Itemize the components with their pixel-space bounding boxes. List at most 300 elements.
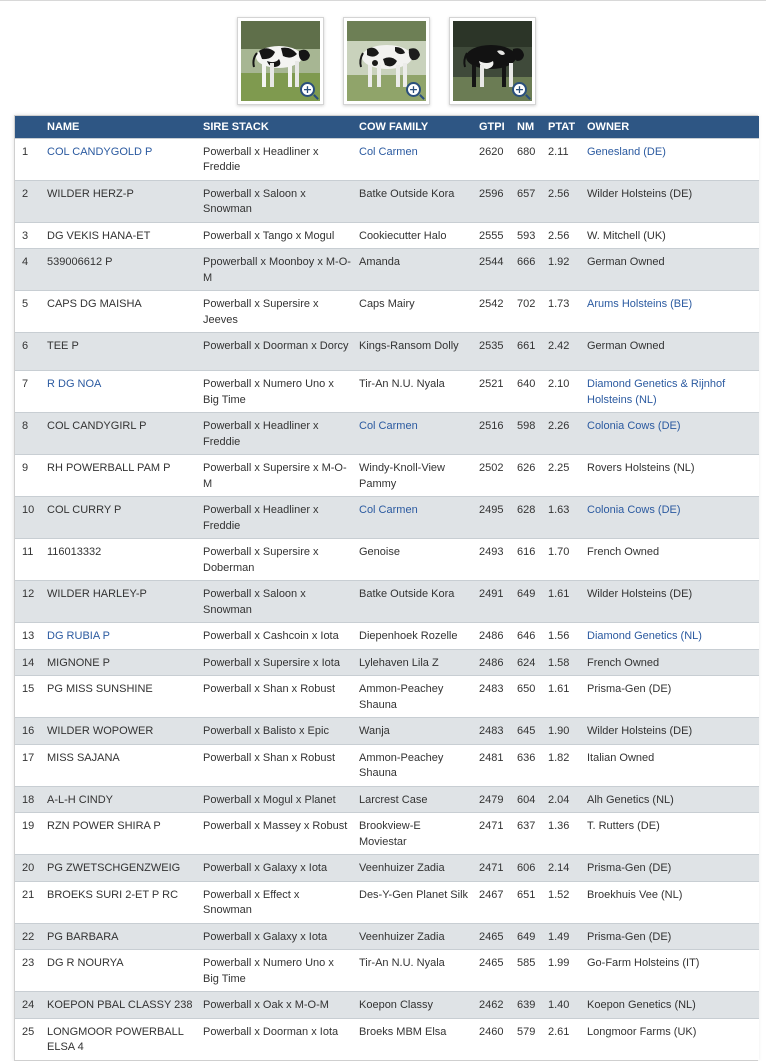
rank-cell bbox=[15, 138, 43, 180]
ptat-cell bbox=[544, 455, 583, 497]
owner-link[interactable]: Diamond Genetics (NL) bbox=[587, 630, 702, 642]
cow-name-cell bbox=[43, 623, 199, 650]
gtpi-text: 2486 bbox=[479, 656, 504, 669]
photo-gallery bbox=[0, 17, 766, 107]
cow-name-text: WILDER HARLEY-P bbox=[47, 588, 147, 600]
ptat-text: 1.99 bbox=[548, 957, 570, 969]
nm-text: 649 bbox=[517, 588, 536, 600]
table-row bbox=[15, 222, 759, 249]
ptat-cell bbox=[544, 180, 583, 222]
table-row bbox=[15, 291, 759, 333]
ptat-cell bbox=[544, 950, 583, 992]
rank-text: 17 bbox=[22, 751, 35, 764]
gtpi-cell bbox=[475, 855, 513, 882]
sire-stack-cell bbox=[199, 881, 355, 923]
table-row bbox=[15, 855, 759, 882]
cow-photo-thumbnail-2[interactable] bbox=[343, 17, 430, 105]
owner-cell bbox=[583, 539, 759, 581]
table-row bbox=[15, 813, 759, 855]
cow-family-cell bbox=[355, 371, 475, 413]
sire-stack-cell bbox=[199, 413, 355, 455]
table-header-row bbox=[15, 116, 759, 138]
ptat-text: 2.61 bbox=[548, 1025, 570, 1038]
rank-cell bbox=[15, 923, 43, 950]
cow-family-cell bbox=[355, 786, 475, 813]
owner-text: Italian Owned bbox=[587, 751, 655, 764]
gtpi-text: 2620 bbox=[479, 145, 504, 158]
nm-text: 585 bbox=[517, 957, 536, 969]
gtpi-cell bbox=[475, 676, 513, 718]
sire-stack-cell bbox=[199, 333, 355, 371]
gtpi-cell bbox=[475, 138, 513, 180]
col-header-rank bbox=[15, 116, 43, 138]
nm-text: 616 bbox=[517, 546, 536, 558]
sire-stack-cell bbox=[199, 813, 355, 855]
sire-stack-cell bbox=[199, 539, 355, 581]
ptat-text: 1.90 bbox=[548, 725, 570, 737]
owner-cell bbox=[583, 786, 759, 813]
cow-name-cell bbox=[43, 950, 199, 992]
nm-cell bbox=[513, 881, 544, 923]
owner-text: Prisma-Gen (DE) bbox=[587, 683, 672, 695]
rank-text: 15 bbox=[22, 683, 35, 695]
zoom-plus-icon[interactable] bbox=[300, 82, 315, 97]
rank-text: 7 bbox=[22, 378, 29, 390]
sire-stack-cell bbox=[199, 950, 355, 992]
col-header-nm[interactable]: NM bbox=[513, 116, 544, 138]
gtpi-text: 2596 bbox=[479, 187, 504, 200]
nm-text: 666 bbox=[517, 256, 536, 268]
gtpi-cell bbox=[475, 813, 513, 855]
cow-family-link[interactable]: Col Carmen bbox=[359, 420, 418, 432]
gtpi-text: 2479 bbox=[479, 793, 504, 806]
table-row bbox=[15, 676, 759, 718]
cow-family-cell bbox=[355, 1018, 475, 1060]
ranking-table-container bbox=[14, 115, 758, 1061]
owner-cell bbox=[583, 718, 759, 745]
gtpi-cell bbox=[475, 881, 513, 923]
table-row bbox=[15, 950, 759, 992]
owner-cell bbox=[583, 855, 759, 882]
ptat-cell bbox=[544, 718, 583, 745]
nm-cell bbox=[513, 371, 544, 413]
nm-text: 579 bbox=[517, 1025, 536, 1038]
cow-name-cell bbox=[43, 718, 199, 745]
gtpi-cell bbox=[475, 539, 513, 581]
owner-link[interactable]: Colonia Cows (DE) bbox=[587, 420, 681, 432]
rank-cell bbox=[15, 786, 43, 813]
owner-text: German Owned bbox=[587, 256, 665, 268]
table-row bbox=[15, 249, 759, 291]
gtpi-text: 2467 bbox=[479, 888, 504, 901]
cow-family-text: Larcrest Case bbox=[359, 793, 428, 806]
table-row bbox=[15, 623, 759, 650]
gtpi-text: 2491 bbox=[479, 588, 504, 600]
table-row bbox=[15, 718, 759, 745]
cow-family-text: Broeks MBM Elsa bbox=[359, 1025, 447, 1038]
ptat-text: 1.52 bbox=[548, 888, 570, 901]
sire-stack-text: Powerball x Tango x Mogul bbox=[203, 229, 335, 242]
ptat-cell bbox=[544, 744, 583, 786]
rank-cell bbox=[15, 413, 43, 455]
gtpi-cell bbox=[475, 291, 513, 333]
owner-cell bbox=[583, 497, 759, 539]
cow-name-cell bbox=[43, 497, 199, 539]
cow-name-text: MIGNONE P bbox=[47, 656, 110, 669]
owner-cell bbox=[583, 813, 759, 855]
sire-stack-text: Powerball x Effect x Snowman bbox=[203, 888, 300, 916]
owner-text: Longmoor Farms (UK) bbox=[587, 1025, 697, 1038]
rank-text: 9 bbox=[22, 462, 29, 474]
cow-family-text: Brookview-E Moviestar bbox=[359, 820, 421, 848]
ptat-text: 1.49 bbox=[548, 930, 570, 943]
nm-cell bbox=[513, 676, 544, 718]
rank-text: 20 bbox=[22, 862, 35, 874]
rank-text: 6 bbox=[22, 340, 29, 352]
ptat-text: 1.56 bbox=[548, 630, 570, 642]
nm-cell bbox=[513, 744, 544, 786]
rank-text: 18 bbox=[22, 793, 35, 806]
sire-stack-text: Powerball x Saloon x Snowman bbox=[203, 588, 306, 616]
table-row bbox=[15, 371, 759, 413]
gtpi-cell bbox=[475, 718, 513, 745]
nm-cell bbox=[513, 291, 544, 333]
cow-family-text: Batke Outside Kora bbox=[359, 187, 455, 200]
gtpi-cell bbox=[475, 455, 513, 497]
owner-text: Prisma-Gen (DE) bbox=[587, 862, 672, 874]
rank-text: 8 bbox=[22, 420, 29, 432]
ptat-text: 1.58 bbox=[548, 656, 570, 669]
sire-stack-cell bbox=[199, 455, 355, 497]
cow-name-cell bbox=[43, 676, 199, 718]
cow-family-text: Tir-An N.U. Nyala bbox=[359, 378, 445, 390]
table-row bbox=[15, 786, 759, 813]
cow-name-cell bbox=[43, 923, 199, 950]
rank-text: 2 bbox=[22, 187, 29, 200]
cow-family-text: Cookiecutter Halo bbox=[359, 229, 447, 242]
gtpi-cell bbox=[475, 222, 513, 249]
rank-cell bbox=[15, 1018, 43, 1060]
ptat-text: 2.42 bbox=[548, 340, 570, 352]
gtpi-text: 2502 bbox=[479, 462, 504, 474]
sire-stack-cell bbox=[199, 138, 355, 180]
ptat-cell bbox=[544, 539, 583, 581]
cow-family-cell bbox=[355, 138, 475, 180]
sire-stack-text: Powerball x Supersire x Doberman bbox=[203, 546, 319, 574]
ptat-text: 2.04 bbox=[548, 793, 570, 806]
cow-family-cell bbox=[355, 581, 475, 623]
nm-cell bbox=[513, 718, 544, 745]
gtpi-text: 2465 bbox=[479, 930, 504, 943]
cow-name-text: PG ZWETSCHGENZWEIG bbox=[47, 862, 181, 874]
cow-name-cell bbox=[43, 581, 199, 623]
table-row bbox=[15, 744, 759, 786]
nm-cell bbox=[513, 180, 544, 222]
col-header-sire-stack[interactable]: SIRE STACK bbox=[199, 116, 355, 138]
owner-cell bbox=[583, 881, 759, 923]
gtpi-cell bbox=[475, 923, 513, 950]
zoom-plus-glyph: + bbox=[514, 82, 525, 96]
cow-family-cell bbox=[355, 222, 475, 249]
nm-cell bbox=[513, 581, 544, 623]
col-header-owner[interactable]: OWNER bbox=[583, 116, 759, 138]
gtpi-text: 2486 bbox=[479, 630, 504, 642]
ptat-cell bbox=[544, 855, 583, 882]
nm-cell bbox=[513, 992, 544, 1019]
ptat-cell bbox=[544, 813, 583, 855]
cow-name-link[interactable]: DG RUBIA P bbox=[47, 630, 110, 642]
cow-family-cell bbox=[355, 455, 475, 497]
cow-name-text: CAPS DG MAISHA bbox=[47, 298, 142, 310]
rank-cell bbox=[15, 249, 43, 291]
cow-name-text: WILDER HERZ-P bbox=[47, 187, 134, 200]
owner-link[interactable]: Genesland (DE) bbox=[587, 145, 666, 158]
owner-text: French Owned bbox=[587, 656, 660, 669]
ptat-cell bbox=[544, 649, 583, 676]
owner-text: Wilder Holsteins (DE) bbox=[587, 725, 693, 737]
cow-family-cell bbox=[355, 855, 475, 882]
gtpi-cell bbox=[475, 744, 513, 786]
nm-cell bbox=[513, 649, 544, 676]
owner-cell bbox=[583, 950, 759, 992]
gtpi-text: 2493 bbox=[479, 546, 504, 558]
sire-stack-cell bbox=[199, 649, 355, 676]
nm-text: 626 bbox=[517, 462, 536, 474]
cow-family-text: Veenhuizer Zadia bbox=[359, 862, 445, 874]
owner-text: Prisma-Gen (DE) bbox=[587, 930, 672, 943]
col-header-ptat[interactable]: PTAT bbox=[544, 116, 583, 138]
cow-photo-thumbnail-1[interactable] bbox=[237, 17, 324, 105]
cow-name-cell bbox=[43, 222, 199, 249]
owner-link[interactable]: Arums Holsteins (BE) bbox=[587, 298, 693, 310]
sire-stack-text: Powerball x Shan x Robust bbox=[203, 751, 336, 764]
table-row bbox=[15, 992, 759, 1019]
sire-stack-cell bbox=[199, 291, 355, 333]
table-row bbox=[15, 539, 759, 581]
owner-text: T. Rutters (DE) bbox=[587, 820, 660, 832]
cow-name-link[interactable]: R DG NOA bbox=[47, 378, 102, 390]
cow-name-text: TEE P bbox=[47, 340, 79, 352]
ptat-cell bbox=[544, 138, 583, 180]
owner-link[interactable]: Colonia Cows (DE) bbox=[587, 504, 681, 516]
gtpi-cell bbox=[475, 413, 513, 455]
table-row bbox=[15, 138, 759, 180]
col-header-cow-family[interactable]: COW FAMILY bbox=[355, 116, 475, 138]
col-header-gtpi[interactable]: GTPI bbox=[475, 116, 513, 138]
cow-family-link[interactable]: Col Carmen bbox=[359, 504, 418, 516]
cow-family-text: Windy-Knoll-View Pammy bbox=[359, 462, 445, 490]
nm-text: 650 bbox=[517, 683, 536, 695]
rank-text: 16 bbox=[22, 725, 35, 737]
cow-family-text: Kings-Ransom Dolly bbox=[359, 340, 459, 352]
cow-family-cell bbox=[355, 813, 475, 855]
gtpi-cell bbox=[475, 649, 513, 676]
gtpi-cell bbox=[475, 786, 513, 813]
cow-name-cell bbox=[43, 138, 199, 180]
zoom-plus-glyph: + bbox=[408, 82, 419, 96]
rank-cell bbox=[15, 992, 43, 1019]
table-row bbox=[15, 1018, 759, 1060]
owner-text: French Owned bbox=[587, 546, 660, 558]
rank-cell bbox=[15, 649, 43, 676]
ptat-text: 1.82 bbox=[548, 751, 570, 764]
owner-text: German Owned bbox=[587, 340, 665, 352]
ptat-cell bbox=[544, 623, 583, 650]
nm-text: 628 bbox=[517, 504, 536, 516]
gtpi-text: 2471 bbox=[479, 820, 504, 832]
cow-name-cell bbox=[43, 371, 199, 413]
cow-family-text: Ammon-Peachey Shauna bbox=[359, 751, 444, 779]
rank-cell bbox=[15, 623, 43, 650]
cow-family-cell bbox=[355, 676, 475, 718]
gtpi-cell bbox=[475, 497, 513, 539]
gtpi-text: 2521 bbox=[479, 378, 504, 390]
nm-text: 645 bbox=[517, 725, 536, 737]
sire-stack-text: Powerball x Shan x Robust bbox=[203, 683, 336, 695]
cow-family-link[interactable]: Col Carmen bbox=[359, 145, 418, 158]
cow-family-cell bbox=[355, 923, 475, 950]
owner-text: Wilder Holsteins (DE) bbox=[587, 588, 693, 600]
owner-cell bbox=[583, 291, 759, 333]
sire-stack-text: Powerball x Galaxy x Iota bbox=[203, 930, 328, 943]
ptat-text: 1.92 bbox=[548, 256, 570, 268]
cow-family-cell bbox=[355, 992, 475, 1019]
gtpi-text: 2465 bbox=[479, 957, 504, 969]
rank-text: 25 bbox=[22, 1025, 35, 1038]
gtpi-text: 2544 bbox=[479, 256, 504, 268]
ptat-cell bbox=[544, 249, 583, 291]
owner-text: Alh Genetics (NL) bbox=[587, 793, 674, 806]
owner-cell bbox=[583, 581, 759, 623]
owner-cell bbox=[583, 249, 759, 291]
gtpi-text: 2483 bbox=[479, 683, 504, 695]
rank-cell bbox=[15, 950, 43, 992]
ptat-text: 1.40 bbox=[548, 999, 570, 1011]
rank-text: 22 bbox=[22, 930, 35, 943]
table-row bbox=[15, 649, 759, 676]
nm-cell bbox=[513, 923, 544, 950]
zoom-plus-icon[interactable] bbox=[512, 82, 527, 97]
nm-text: 598 bbox=[517, 420, 536, 432]
cow-name-text: PG MISS SUNSHINE bbox=[47, 683, 153, 695]
sire-stack-text: Powerball x Numero Uno x Big Time bbox=[203, 957, 334, 985]
sire-stack-cell bbox=[199, 1018, 355, 1060]
gtpi-text: 2460 bbox=[479, 1025, 504, 1038]
ptat-text: 2.56 bbox=[548, 229, 570, 242]
table-row bbox=[15, 413, 759, 455]
gtpi-cell bbox=[475, 371, 513, 413]
owner-cell bbox=[583, 1018, 759, 1060]
ptat-cell bbox=[544, 333, 583, 371]
nm-text: 639 bbox=[517, 999, 536, 1011]
nm-text: 636 bbox=[517, 751, 536, 764]
nm-cell bbox=[513, 1018, 544, 1060]
sire-stack-cell bbox=[199, 581, 355, 623]
nm-text: 637 bbox=[517, 820, 536, 832]
sire-stack-cell bbox=[199, 222, 355, 249]
rank-text: 14 bbox=[22, 656, 35, 669]
rank-text: 1 bbox=[22, 145, 29, 158]
cow-name-text: 539006612 P bbox=[47, 256, 113, 268]
owner-cell bbox=[583, 455, 759, 497]
nm-text: 646 bbox=[517, 630, 536, 642]
sire-stack-text: Powerball x Cashcoin x Iota bbox=[203, 630, 339, 642]
cow-family-cell bbox=[355, 950, 475, 992]
table-row bbox=[15, 333, 759, 371]
col-header-name[interactable]: NAME bbox=[43, 116, 199, 138]
owner-text: Wilder Holsteins (DE) bbox=[587, 187, 693, 200]
owner-cell bbox=[583, 138, 759, 180]
cow-family-text: Wanja bbox=[359, 725, 390, 737]
gtpi-cell bbox=[475, 581, 513, 623]
nm-text: 657 bbox=[517, 187, 536, 200]
cow-name-text: A-L-H CINDY bbox=[47, 793, 114, 806]
ptat-cell bbox=[544, 413, 583, 455]
gtpi-text: 2481 bbox=[479, 751, 504, 764]
ptat-cell bbox=[544, 1018, 583, 1060]
rank-cell bbox=[15, 744, 43, 786]
cow-family-cell bbox=[355, 649, 475, 676]
gtpi-cell bbox=[475, 249, 513, 291]
gtpi-text: 2471 bbox=[479, 862, 504, 874]
ptat-cell bbox=[544, 581, 583, 623]
rank-cell bbox=[15, 813, 43, 855]
ptat-cell bbox=[544, 222, 583, 249]
cow-name-text: RH POWERBALL PAM P bbox=[47, 462, 171, 474]
owner-link[interactable]: Diamond Genetics & Rijnhof Holsteins (NL) bbox=[587, 378, 726, 406]
cow-name-link[interactable]: COL CANDYGOLD P bbox=[47, 145, 153, 158]
nm-cell bbox=[513, 786, 544, 813]
rank-text: 24 bbox=[22, 999, 35, 1011]
owner-text: Koepon Genetics (NL) bbox=[587, 999, 696, 1011]
ptat-text: 1.73 bbox=[548, 298, 570, 310]
sire-stack-cell bbox=[199, 249, 355, 291]
gtpi-text: 2542 bbox=[479, 298, 504, 310]
nm-text: 702 bbox=[517, 298, 536, 310]
owner-text: Broekhuis Vee (NL) bbox=[587, 888, 683, 901]
owner-cell bbox=[583, 371, 759, 413]
nm-text: 649 bbox=[517, 930, 536, 943]
sire-stack-cell bbox=[199, 992, 355, 1019]
nm-text: 593 bbox=[517, 229, 536, 242]
owner-cell bbox=[583, 180, 759, 222]
ptat-text: 2.25 bbox=[548, 462, 570, 474]
owner-cell bbox=[583, 333, 759, 371]
rank-text: 10 bbox=[22, 504, 35, 516]
ptat-text: 1.63 bbox=[548, 504, 570, 516]
owner-cell bbox=[583, 649, 759, 676]
cow-name-text: 116013332 bbox=[47, 546, 102, 558]
sire-stack-text: Powerball x Saloon x Snowman bbox=[203, 187, 306, 215]
cow-family-cell bbox=[355, 623, 475, 650]
zoom-plus-icon[interactable] bbox=[406, 82, 421, 97]
ptat-text: 2.10 bbox=[548, 378, 570, 390]
owner-cell bbox=[583, 744, 759, 786]
rank-cell bbox=[15, 855, 43, 882]
cow-name-text: LONGMOOR POWERBALL ELSA 4 bbox=[47, 1025, 184, 1053]
zoom-plus-glyph: + bbox=[302, 82, 313, 96]
sire-stack-text: Powerball x Galaxy x Iota bbox=[203, 862, 328, 874]
cow-name-cell bbox=[43, 413, 199, 455]
nm-cell bbox=[513, 539, 544, 581]
nm-cell bbox=[513, 333, 544, 371]
nm-cell bbox=[513, 813, 544, 855]
gtpi-text: 2535 bbox=[479, 340, 504, 352]
cow-photo-thumbnail-3[interactable] bbox=[449, 17, 536, 105]
nm-cell bbox=[513, 455, 544, 497]
ptat-text: 2.26 bbox=[548, 420, 570, 432]
gtpi-text: 2462 bbox=[479, 999, 504, 1011]
